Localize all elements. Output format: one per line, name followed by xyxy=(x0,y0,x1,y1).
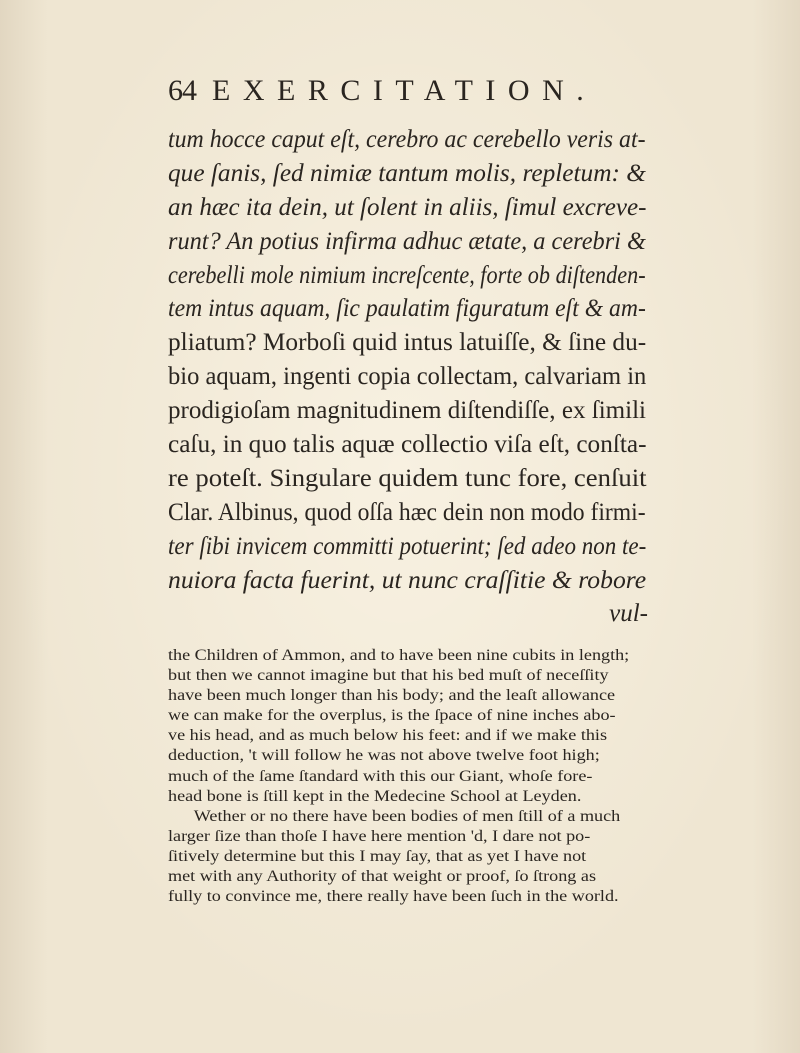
body-text-line: pliatum? Morboſi quid intus latuiſſe, & ſine du- xyxy=(168,329,647,357)
body-text-line: bio aquam, ingenti copia collectam, calvariam in xyxy=(168,363,647,391)
footnote-line: Wether or no there have been bodies of men ſtill of a much xyxy=(193,806,621,825)
footnote-line: we can make for the overplus, is the ſpace of nine inches abo- xyxy=(168,706,616,725)
body-text-line: vul- xyxy=(609,600,648,628)
page-number: 64 xyxy=(168,74,196,107)
footnote-line: ſitively determine but this I may ſay, that as yet I have not xyxy=(168,846,587,865)
main-text-block xyxy=(168,123,648,631)
footnote-line: met with any Authority of that weight or proof, ſo ſtrong as xyxy=(168,867,597,886)
body-text-line: Clar. Albinus, quod oſſa hæc dein non modo firmi- xyxy=(168,498,646,526)
body-text-line: ter ſibi invicem committi potuerint; ſed adeo non te- xyxy=(168,532,647,560)
footnote-line: the Children of Ammon, and to have been nine cubits in length; xyxy=(168,646,630,664)
footnote-line: larger ſize than thoſe I have here mention 'd, I dare not po- xyxy=(168,826,591,845)
footnote-line: but then we cannot imagine but that his bed muſt of neceſſity xyxy=(168,666,609,685)
footnote-line: have been much longer than his body; and the leaſt allowance xyxy=(168,686,616,705)
body-text-line: prodigioſam magnitudinem diſtendiſſe, ex ſimili xyxy=(168,397,647,425)
body-text-line: caſu, in quo talis aquæ collectio viſa eſt, conſta- xyxy=(168,431,647,459)
body-text-line: re poteſt. Singulare quidem tunc fore, cenſuit xyxy=(168,464,647,492)
body-text-line: cerebelli mole nimium increſcente, forte ob diſtenden- xyxy=(168,261,646,289)
footnote-text-block xyxy=(168,645,648,906)
page-header xyxy=(168,74,668,114)
footnote-line: fully to convince me, there really have been ſuch in the world. xyxy=(168,887,619,906)
body-text-line: tem intus aquam, ſic paulatim figuratum eſt & am- xyxy=(168,295,646,323)
footnote-line: much of the ſame ſtandard with this our Giant, whoſe fore- xyxy=(168,766,593,785)
body-text-line: que ſanis, ſed nimiæ tantum molis, repletum: & xyxy=(168,159,646,187)
footnote-line: head bone is ſtill kept in the Medecine School at Leyden. xyxy=(168,786,582,805)
footnote-line: ve his head, and as much below his feet: and if we make this xyxy=(168,726,608,745)
body-text-line: runt? An potius infirma adhuc ætate, a cerebri & xyxy=(168,227,646,255)
footnote-line: deduction, 't will follow he was not above twelve foot high; xyxy=(168,746,600,765)
running-title: EXERCITATION. xyxy=(212,74,597,107)
body-text-line: tum hocce caput eſt, cerebro ac cerebello veris at- xyxy=(168,126,646,153)
body-text-line: an hæc ita dein, ut ſolent in aliis, ſimul excreve- xyxy=(168,193,647,221)
body-text-line: nuiora facta fuerint, ut nunc craſſitie & robore xyxy=(168,566,647,594)
